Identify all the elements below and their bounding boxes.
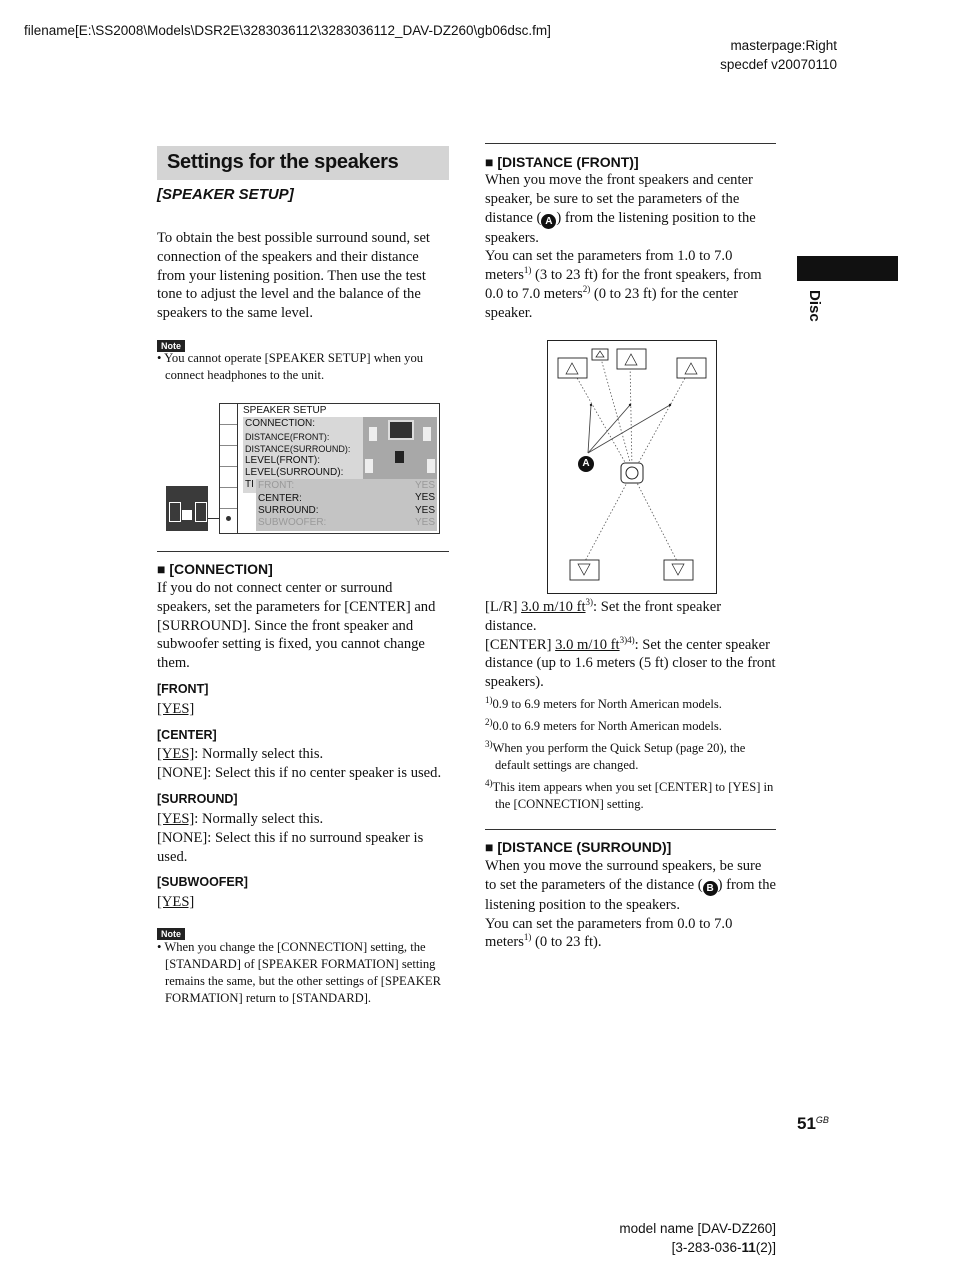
- filename-header: filename[E:\SS2008\Models\DSR2E\3283036112\3283036112_DAV-DZ260\gb06dsc.fm]: [24, 23, 551, 38]
- center-options: [157, 745, 449, 783]
- footer-code-prefix: [3-283-036-: [671, 1240, 742, 1255]
- footnote-1-mark: 1): [485, 694, 493, 705]
- intro-paragraph: To obtain the best possible surround sound, set connection of the speakers and their distance from your listening position. Then use the test tone to adjust the level and the balance of the speakers to the same level.: [157, 230, 430, 322]
- note-2-text: When you change the [CONNECTION] setting, the [STANDARD] of [SPEAKER FORMATION] setting remains the same, but the other settings of [SPEAKER FORMATION] return to [STANDARD].: [164, 940, 441, 1005]
- subwoofer-yes: [YES]: [157, 894, 195, 910]
- footer-code: [560, 1238, 776, 1257]
- menu-item-truncated: TI: [245, 479, 254, 490]
- footnote-4-text: This item appears when you set [CENTER] to [YES] in the [CONNECTION] setting.: [492, 780, 774, 811]
- center-yes: [YES]: [157, 746, 195, 762]
- diagram-marker-a: A: [582, 458, 590, 469]
- center-heading: [CENTER]: [157, 728, 217, 742]
- connection-paragraph: If you do not connect center or surround speakers, set the parameters for [CENTER] and [SURROUND]. Since the front speaker and subwoofer setting is fixed, you cannot change them.: [157, 580, 436, 672]
- submenu-front-value: YES: [414, 480, 435, 491]
- page-number-value: 51: [797, 1114, 816, 1133]
- center-yes-desc: : Normally select this.: [194, 746, 324, 762]
- footnote-2: [485, 718, 776, 735]
- center-desc: : Set the center speaker distance (up to 1.6 meters (5 ft) closer to the front speakers).: [485, 636, 776, 691]
- side-tab: [803, 290, 823, 340]
- remote-illustration: [166, 486, 208, 531]
- distance-front-p2c: (0 to 23 ft) for the center speaker.: [485, 285, 739, 321]
- surround-options: [157, 810, 449, 866]
- footnote-ref-surround: 1): [523, 932, 532, 943]
- surround-none: [NONE]: Select this if no surround speaker is used.: [157, 829, 424, 865]
- page-number-suffix: GB: [815, 1115, 829, 1125]
- page-title: Settings for the speakers: [167, 151, 399, 173]
- connection-heading: ■ [CONNECTION]: [157, 561, 273, 577]
- lr-footnote-ref: 3): [585, 597, 594, 608]
- note-label: Note: [157, 340, 185, 352]
- footnote-3-mark: 3): [485, 738, 493, 749]
- front-yes: [YES]: [157, 701, 195, 717]
- distance-front-p2a: You can set the parameters from 1.0 to 7.0 meters: [485, 248, 733, 284]
- footer-model: model name [DAV-DZ260]: [619, 1221, 776, 1236]
- menu-item-connection: CONNECTION:: [245, 418, 315, 429]
- footer-code-suffix: (2)]: [755, 1240, 776, 1255]
- footnote-ref-2: 2): [582, 284, 591, 295]
- footnote-3: [485, 740, 776, 774]
- lr-value: 3.0 m/10 ft: [521, 599, 586, 615]
- center-value: 3.0 m/10 ft: [555, 636, 620, 653]
- footnote-2-mark: 2): [485, 716, 493, 727]
- distance-front-rule: [485, 143, 776, 144]
- footer: [560, 1219, 776, 1257]
- distance-surround-heading-text: [DISTANCE (SURROUND)]: [497, 839, 672, 855]
- menu-item-level-front: LEVEL(FRONT):: [245, 455, 321, 466]
- submenu-surround-value: YES: [414, 505, 435, 516]
- distance-front-p1b: ) from the listening position to the speakers.: [485, 209, 756, 246]
- distance-front-heading: ■ [DISTANCE (FRONT)]: [485, 154, 639, 170]
- distance-surround-heading: ■ [DISTANCE (SURROUND)]: [485, 839, 672, 855]
- surround-yes: [YES]: [157, 811, 195, 827]
- menu-item-level-surround: LEVEL(SURROUND):: [245, 467, 344, 478]
- distance-surround-rule: [485, 829, 776, 830]
- side-tab-bar: [797, 256, 898, 281]
- menu-icon-column: [220, 404, 238, 533]
- distance-surround-p2a: You can set the parameters from 0.0 to 7.0 meters: [485, 915, 733, 951]
- distance-front-p2b: (3 to 23 ft) for the front speakers, from 0.0 to 7.0 meters: [485, 267, 762, 302]
- distance-surround-p2b: (0 to 23 ft).: [531, 934, 602, 951]
- page-number: [797, 1114, 829, 1134]
- distance-surround-p1a: When you move the surround speakers, be sure to set the parameters of the distance (: [485, 858, 762, 893]
- speaker-layout-svg: [548, 341, 716, 593]
- footnote-4: [485, 779, 776, 813]
- note-1: • You cannot operate [SPEAKER SETUP] when you connect headphones to the unit.: [157, 351, 424, 382]
- footnote-ref-1: 1): [523, 265, 532, 276]
- menu-connection-submenu: [256, 479, 437, 531]
- note-1-text: You cannot operate [SPEAKER SETUP] when you connect headphones to the unit.: [164, 351, 424, 382]
- connection-heading-text: [CONNECTION]: [169, 561, 273, 577]
- masterpage-label: masterpage:Right: [730, 38, 837, 53]
- note-2: • When you change the [CONNECTION] setting, the [STANDARD] of [SPEAKER FORMATION] setting remains the same, but the other settings of [SPEAKER FORMATION] return to [STANDARD].: [157, 940, 441, 1005]
- lr-prefix: [L/R]: [485, 599, 522, 615]
- footnote-1: [485, 696, 776, 713]
- center-footnote-ref: 3)4): [619, 634, 635, 645]
- side-tab-label: Disc: [806, 290, 823, 322]
- surround-yes-desc: : Normally select this.: [194, 811, 324, 827]
- distance-front-text: [485, 171, 776, 323]
- circle-b-marker: B: [703, 881, 718, 896]
- title-bar: [157, 146, 449, 180]
- page-subtitle: [SPEAKER SETUP]: [157, 186, 294, 203]
- footnote-4-mark: 4): [485, 777, 493, 788]
- menu-room-preview: [363, 417, 437, 479]
- footnote-1-text: 0.9 to 6.9 meters for North American models.: [492, 697, 722, 711]
- subwoofer-heading: [SUBWOOFER]: [157, 875, 248, 889]
- menu-title: SPEAKER SETUP: [243, 405, 327, 416]
- masterpage-header: [620, 36, 837, 74]
- center-none: [NONE]: Select this if no center speaker is used.: [157, 764, 442, 781]
- footer-code-bold: 11: [741, 1240, 756, 1255]
- front-option: [157, 700, 194, 719]
- subwoofer-option: [157, 893, 194, 912]
- front-heading: [FRONT]: [157, 682, 209, 696]
- speaker-layout-diagram: [547, 340, 717, 594]
- submenu-front-label: FRONT:: [258, 480, 295, 491]
- submenu-surround-label: SURROUND:: [258, 505, 319, 516]
- menu-item-distance-surround: DISTANCE(SURROUND):: [245, 444, 351, 454]
- note-label-2: Note: [157, 928, 185, 940]
- distance-surround-p1b: ) from the listening position to the speakers.: [485, 876, 776, 913]
- distance-front-p1a: When you move the front speakers and center speaker, be sure to set the parameters of the distance (: [485, 172, 753, 226]
- surround-heading: [SURROUND]: [157, 792, 238, 806]
- specdef-label: specdef v20070110: [720, 57, 837, 72]
- submenu-center-value: YES: [414, 492, 435, 503]
- submenu-subwoofer-label: SUBWOOFER:: [258, 517, 327, 528]
- distance-front-options: [485, 598, 776, 692]
- distance-front-heading-text: [DISTANCE (FRONT)]: [497, 154, 639, 170]
- connection-rule: [157, 551, 449, 552]
- footnote-3-text: When you perform the Quick Setup (page 20), the default settings are changed.: [492, 741, 746, 772]
- footnote-2-text: 0.0 to 6.9 meters for North American models.: [492, 719, 722, 733]
- circle-a-marker: A: [541, 214, 556, 229]
- submenu-center-label: CENTER:: [258, 493, 302, 504]
- submenu-subwoofer-value: YES: [414, 517, 435, 528]
- footnotes: [485, 696, 776, 813]
- center-prefix: [CENTER]: [485, 636, 556, 653]
- speaker-setup-menu: [219, 403, 440, 534]
- menu-item-distance-front: DISTANCE(FRONT):: [245, 432, 330, 442]
- distance-surround-text: [485, 857, 776, 952]
- lr-desc: : Set the front speaker distance.: [485, 599, 722, 634]
